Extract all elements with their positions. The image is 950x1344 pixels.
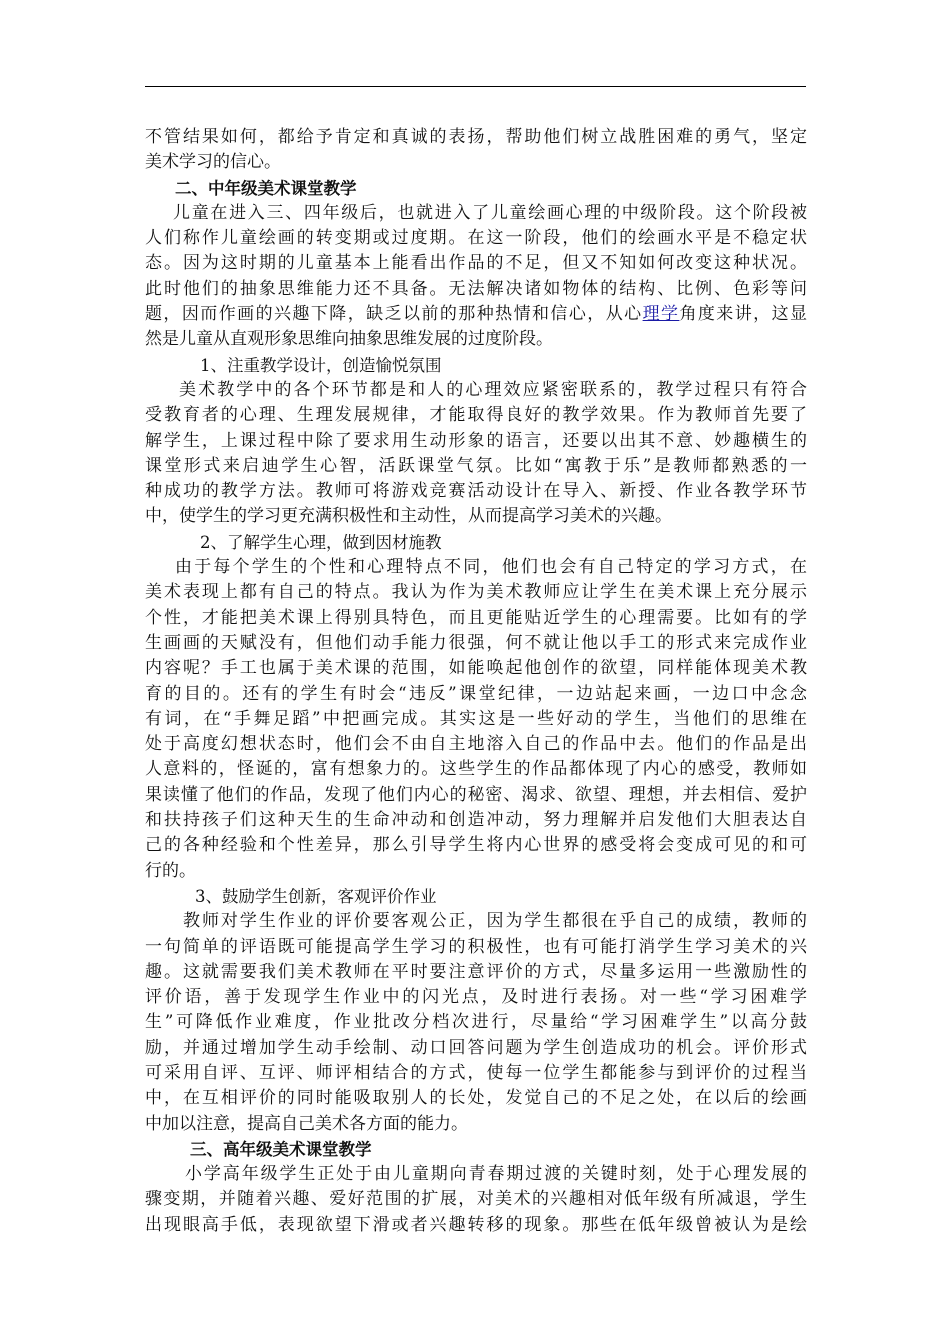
paragraph-line: 和扶持孩子们这种天生的生命冲动和创造冲动，努力理解并启发他们大胆表达自 bbox=[145, 810, 807, 831]
paragraph-line: 一句简单的评语既可能提高学生学习的积极性，也有可能打消学生学习美术的兴 bbox=[145, 936, 807, 957]
paragraph-line: 生”可降低作业难度，作业批改分档次进行，尽量给“学习困难学生”以高分鼓 bbox=[145, 1012, 807, 1033]
paragraph-line: 受教育者的心理、生理发展规律，才能取得良好的教学效果。作为教师首先要了 bbox=[145, 405, 807, 426]
paragraph-line: 行的。 bbox=[145, 860, 196, 881]
paragraph-line: 美术学习的信心。 bbox=[145, 152, 281, 173]
paragraph-line: 育的目的。还有的学生有时会“违反”课堂纪律，一边站起来画，一边口中念念 bbox=[145, 683, 807, 704]
paragraph-line: 由于每个学生的个性和心理特点不同，他们也会有自己特定的学习方式，在 bbox=[175, 557, 807, 578]
paragraph-line: 中，使学生的学习更充满积极性和主动性，从而提高学习美术的兴趣。 bbox=[145, 506, 672, 527]
paragraph-line: 可采用自评、互评、师评相结合的方式，使每一位学生都能参与到评价的过程当 bbox=[145, 1062, 807, 1083]
paragraph-line: 不管结果如何，都给予肯定和真诚的表扬，帮助他们树立战胜困难的勇气，坚定 bbox=[145, 127, 807, 147]
subsection-heading: 3、鼓励学生创新，客观评价作业 bbox=[195, 886, 437, 906]
paragraph-line: 教师对学生作业的评价要客观公正，因为学生都很在乎自己的成绩，教师的 bbox=[183, 911, 807, 932]
paragraph-line: 骤变期，并随着兴趣、爱好范围的扩展，对美术的兴趣相对低年级有所减退，学生 bbox=[145, 1189, 807, 1210]
text-segment: 角度来讲，这显 bbox=[679, 304, 808, 325]
paragraph-line: 美术教学中的各个环节都是和人的心理效应紧密联系的，教学过程只有符合 bbox=[179, 379, 807, 400]
paragraph-line: 有词，在“手舞足蹈”中把画完成。其实这是一些好动的学生，当他们的思维在 bbox=[145, 708, 807, 729]
paragraph-line: 美术表现上都有自己的特点。我认为作为美术教师应让学生在美术课上充分展示 bbox=[145, 582, 807, 603]
subsection-heading: 2、了解学生心理，做到因材施教 bbox=[200, 532, 442, 552]
section-heading: 二、中年级美术课堂教学 bbox=[175, 178, 357, 198]
paragraph-line: 评价语，善于发现学生作业中的闪光点，及时进行表扬。对一些“学习困难学 bbox=[145, 987, 807, 1008]
header-rule bbox=[145, 86, 806, 87]
paragraph-line: 解学生，上课过程中除了要求用生动形象的语言，还要以出其不意、妙趣横生的 bbox=[145, 430, 807, 451]
paragraph-line: 中，在互相评价的同时能吸取别人的长处，发觉自己的不足之处，在以后的绘画 bbox=[145, 1088, 807, 1109]
paragraph-line: 出现眼高手低，表现欲望下滑或者兴趣转移的现象。那些在低年级曾被认为是绘 bbox=[145, 1214, 807, 1235]
document-body bbox=[145, 125, 807, 1238]
subsection-heading: 1、注重教学设计，创造愉悦氛围 bbox=[200, 355, 442, 375]
section-heading: 三、高年级美术课堂教学 bbox=[190, 1139, 372, 1159]
paragraph-line: 课堂形式来启迪学生心智，活跃课堂气氛。比如“寓教于乐”是教师都熟悉的一 bbox=[145, 455, 807, 476]
paragraph-line: 趣。这就需要我们美术教师在平时要注意评价的方式，尽量多运用一些激励性的 bbox=[145, 961, 807, 982]
text-segment: 题，因而作画的兴趣下降，缺乏以前的那种热情和信心，从心 bbox=[145, 304, 643, 325]
paragraph-line: 人意料的，怪诞的，富有想象力的。这些学生的作品都体现了内心的感受，教师如 bbox=[145, 759, 807, 780]
paragraph-line: 此时他们的抽象思维能力还不具备。无法解决诸如物体的结构、比例、色彩等问 bbox=[145, 278, 807, 299]
paragraph-line: 中加以注意，提高自己美术各方面的能力。 bbox=[145, 1113, 468, 1134]
paragraph-line: 儿童在进入三、四年级后，也就进入了儿童绘画心理的中级阶段。这个阶段被 bbox=[173, 202, 807, 223]
paragraph-line: 处于高度幻想状态时，他们会不由自主地溶入自己的作品中去。他们的作品是出 bbox=[145, 734, 807, 755]
paragraph-line: 个性，才能把美术课上得别具特色，而且更能贴近学生的心理需要。比如有的学 bbox=[145, 607, 807, 628]
paragraph-line: 生画画的天赋没有，但他们动手能力很强，何不就让他以手工的形式来完成作业 bbox=[145, 632, 807, 653]
paragraph-line: 人们称作儿童绘画的转变期或过度期。在这一阶段，他们的绘画水平是不稳定状 bbox=[145, 228, 807, 249]
paragraph-line: 小学高年级学生正处于由儿童期向青春期过渡的关键时刻，处于心理发展的 bbox=[185, 1164, 807, 1185]
paragraph-line bbox=[145, 302, 807, 327]
paragraph-line: 种成功的教学方法。教师可将游戏竞赛活动设计在导入、新授、作业各教学环节 bbox=[145, 481, 807, 502]
paragraph-line: 己的各种经验和个性差异，那么引导学生将内心世界的感受将会变成可见的和可 bbox=[145, 835, 807, 856]
paragraph-line: 内容呢？手工也属于美术课的范围，如能唤起他创作的欲望，同样能体现美术教 bbox=[145, 658, 807, 679]
paragraph-line: 态。因为这时期的儿童基本上能看出作品的不足，但又不知如何改变这种状况。 bbox=[145, 253, 807, 274]
paragraph-line: 然是儿童从直观形象思维向抽象思维发展的过度阶段。 bbox=[145, 329, 553, 350]
paragraph-line: 励，并通过增加学生动手绘制、动口回答问题为学生创造成功的机会。评价形式 bbox=[145, 1037, 807, 1058]
paragraph-line: 果读懂了他们的作品，发现了他们内心的秘密、渴求、欲望、理想，并去相信、爱护 bbox=[145, 784, 807, 805]
inline-link[interactable]: 理学 bbox=[642, 304, 680, 325]
